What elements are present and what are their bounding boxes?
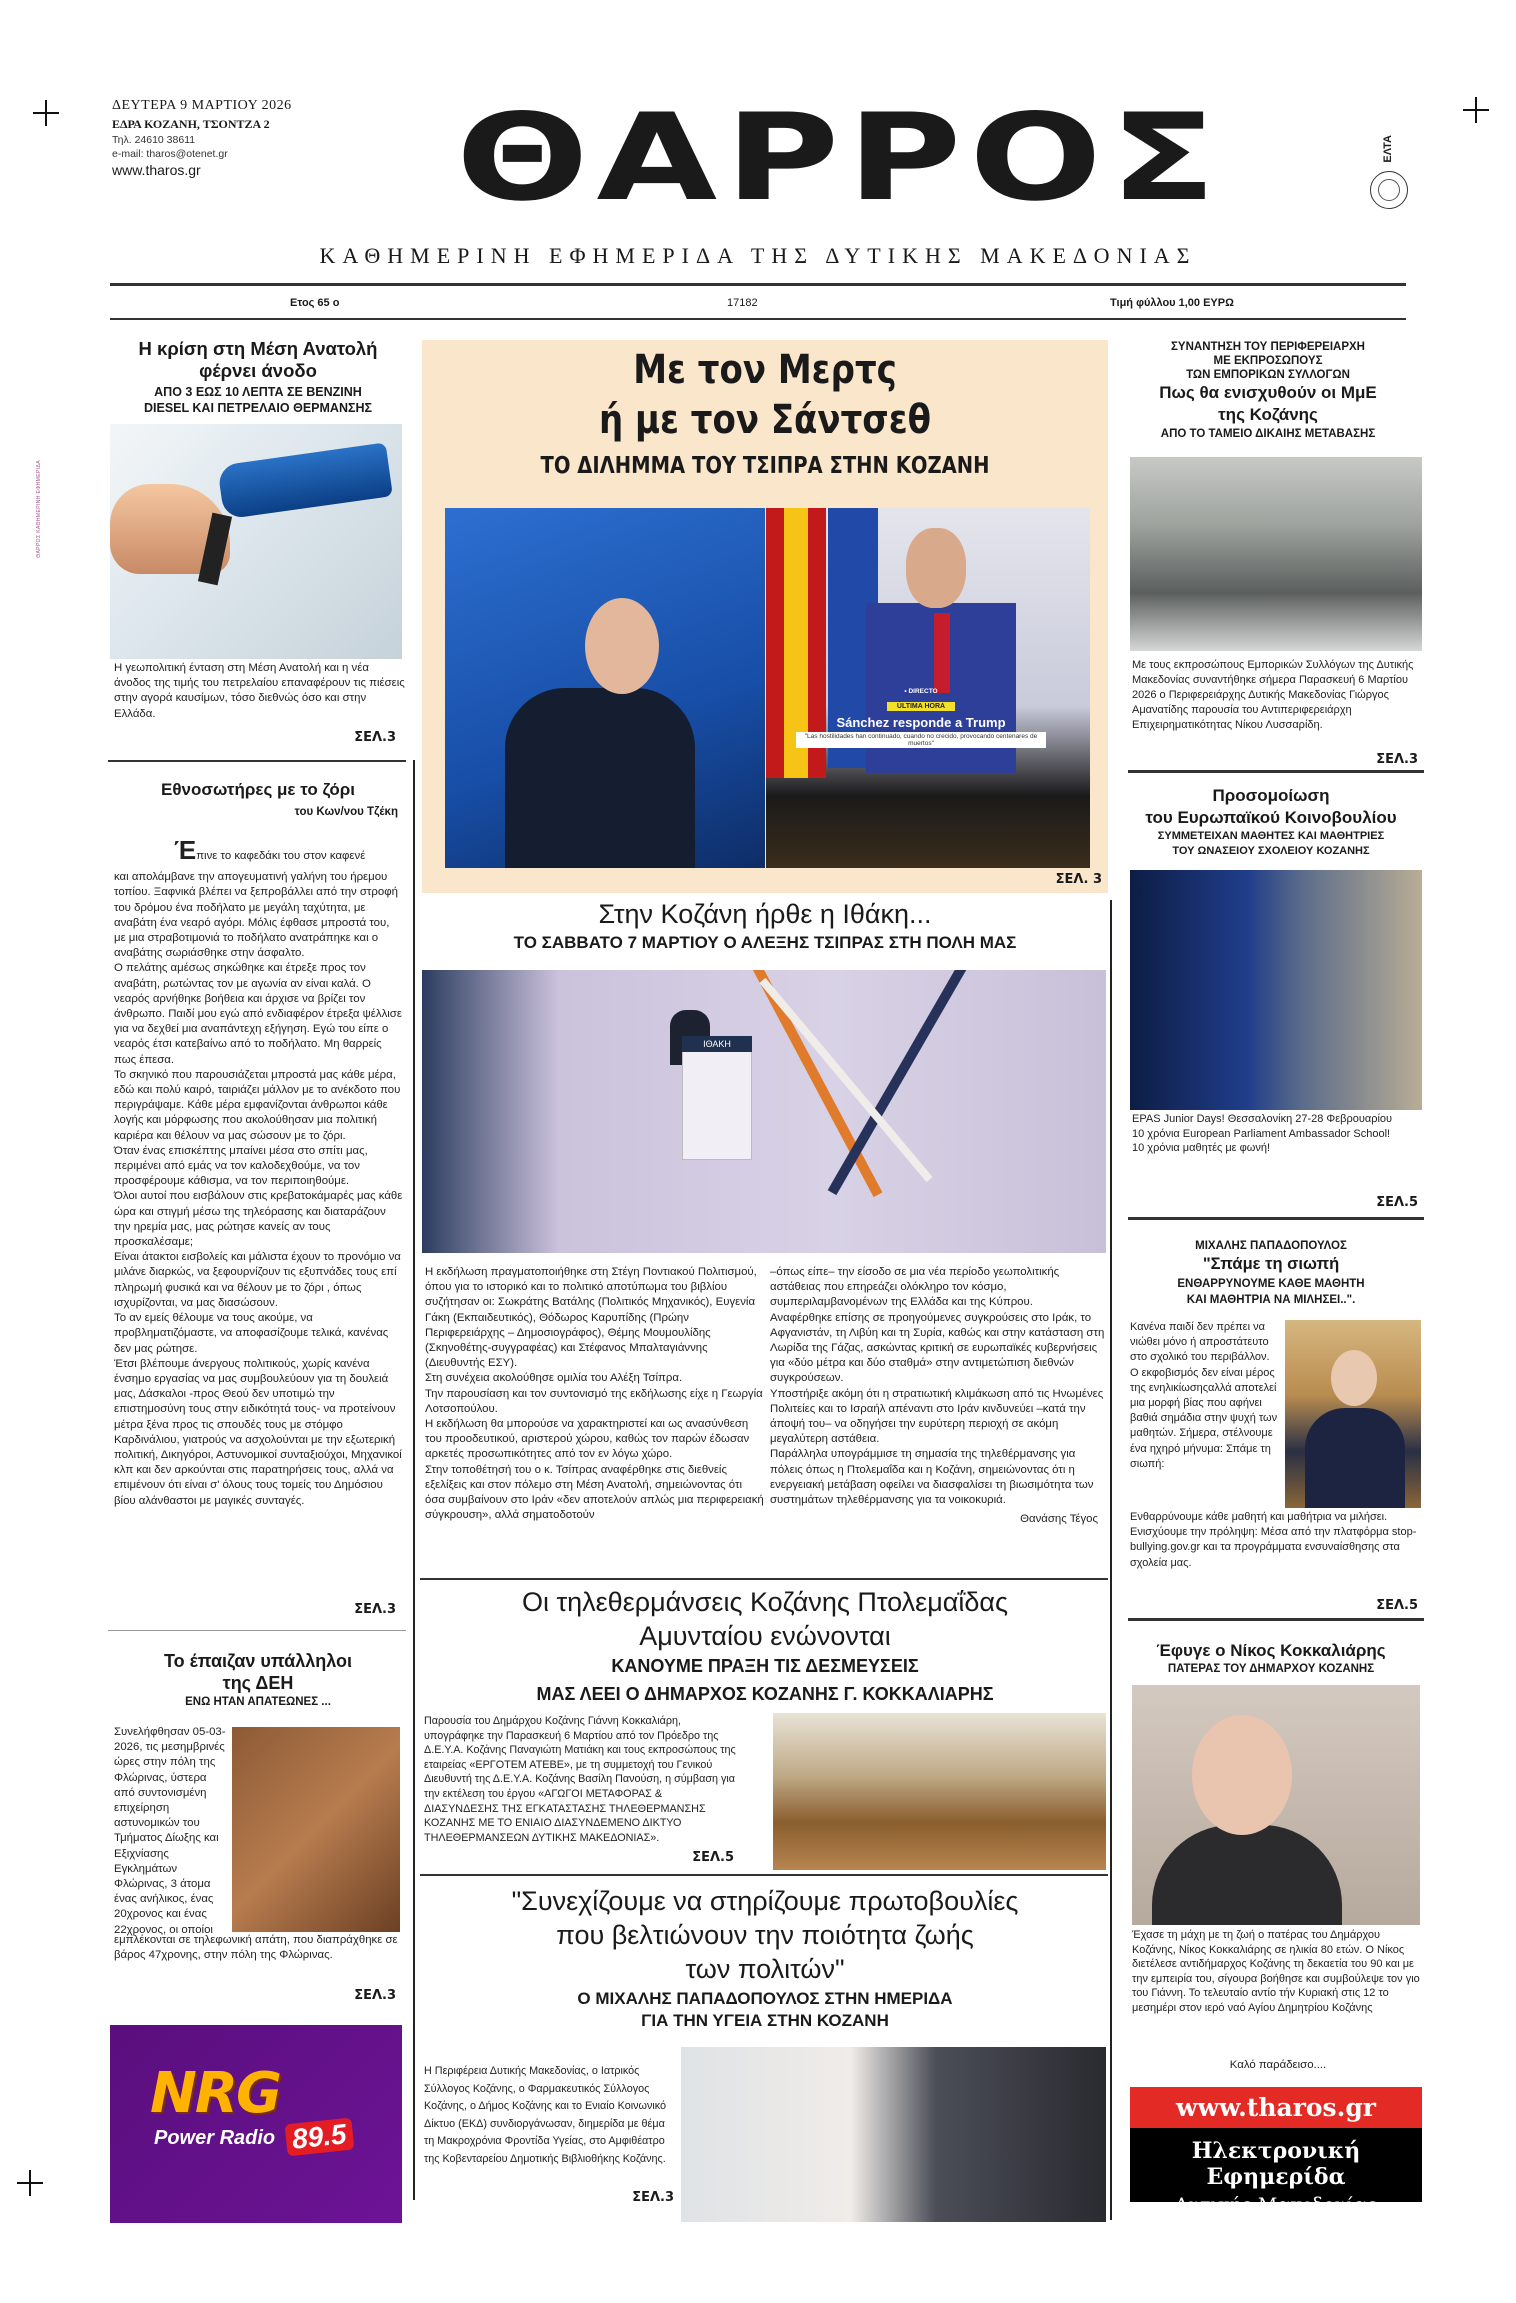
crop-mark-icon [17,2170,43,2196]
page-reference-link[interactable]: ΣΕΛ.3 [354,730,396,745]
drop-cap: Έ [174,835,197,865]
divider [420,1874,1108,1876]
subheadline: ΑΠΟ 3 ΕΩΣ 10 ΛΕΠΤΑ ΣΕ ΒΕΝΖΙΝΗ [154,385,362,399]
kicker: ΣΥΝΑΝΤΗΣΗ ΤΟΥ ΠΕΡΙΦΕΡΕΙΑΡΧΗ [1171,341,1365,353]
page-reference-link[interactable]: ΣΕΛ. 3 [1055,872,1102,887]
subheadline: ΓΙΑ ΤΗΝ ΥΓΕΙΑ ΣΤΗΝ ΚΟΖΑΝΗ [641,2011,889,2030]
divider [110,318,1406,320]
nrg-radio-ad[interactable] [110,2025,402,2223]
column-divider [413,760,415,2200]
divider [1128,770,1424,773]
divider [420,1578,1108,1580]
headline: "Σπάμε τη σιωπή [1202,1255,1340,1273]
issue-bar [110,290,1406,318]
headline: Η κρίση στη Μέση Ανατολή φέρνει άνοδο [138,338,378,381]
headline: Με τον Μερτς [633,347,897,393]
issue-number: 17182 [727,297,758,309]
subheadline: ΠΑΤΕΡΑΣ ΤΟΥ ΔΗΜΑΡΧΟΥ ΚΟΖΑΝΗΣ [1167,1663,1375,1675]
headline: Στην Κοζάνη ήρθε η Ιθάκη... [598,899,932,929]
paragraph: Το σκηνικό που παρουσιάζεται μπροστά μας κάθε μέρα, εδώ και πολύ καιρό, ταιριάζει μάλλον με το ανέκδοτο που περιγράψαμε. Κάθε μέρα εμφανίζονται άνθρωποι κάθε λογής και μόρφωσης που ακολούθησαν μια πολιτική καριέρα και θέλουν να μας σώσουν με το ζόρι. [114,1068,401,1142]
headline: των πολιτών" [685,1954,845,1984]
website-link[interactable]: www.tharos.gr [112,162,201,178]
headline: Εθνοσωτήρες με το ζόρι [161,780,355,799]
headline: που βελτιώνουν την ποιότητα ζωής [556,1920,974,1950]
paragraph: Έτσι βλέπουμε άνεργους πολιτικούς, χωρίς κανένα ένσημο εργασίας να μας συμβουλεύουν για τη δουλειά μας, Δάσκαλοι -προς Θεού δεν υποτιμώ την επιστημοσύνη τους στην ειδικότητά τους- να προτείνουν μέτρα ξένα προς τις σπουδές τους με στόμφο Καρδινάλιου, γιατρούς να ασχολούνται με την εξωτερική πολιτική, Δικηγόροι, Αστυνομικοί συνταξιούχοι, Μηχανικοί κλπ και δεν αρκούνται στις παρατηρήσεις τους, αλλά να επιμένουν ότι είναι σ' όλους τους τομείς του Δημόσιου βίου αλάνθαστοι με μαγικές συνταγές. [114,1357,402,1507]
headline: Οι τηλεθερμάνσεις Κοζάνης Πτολεμαΐδας [521,1587,1009,1617]
article-body: Η Περιφέρεια Δυτικής Μακεδονίας, ο Ιατρικός Σύλλογος Κοζάνης, ο Φαρμακευτικός Σύλλογος Κοζάνης, ο Δήμος Κοζάνης και το Ενιαίο Κοινωνικό Δίκτυο (ΕΚΔ) συνδιοργάνωσαν, διημερίδα με θέμα τη Μακροχρόνια Φροντίδα Υγείας, στο Αμφιθέατρο της Κοβενταρείου Δημοτικής Βιβλιοθήκης Κοζάνης. [424,2065,667,2165]
contract-signing-photo [773,1713,1106,1870]
article-anti-bullying[interactable] [1118,1238,1424,1308]
article-district-heating[interactable] [420,1585,1110,1709]
subheadline: ΤΟ ΣΑΒΒΑΤΟ 7 ΜΑΡΤΙΟΥ Ο ΑΛΕΞΗΣ ΤΣΙΠΡΑΣ ΣΤΗ ΠΟΛΗ ΜΑΣ [513,933,1017,952]
paragraph: Ο πελάτης αμέσως σηκώθηκε και έτρεξε προς τον αναβάτη, ρωτώντας τον με αγωνία αν είναι καλά. Ο νεαρός αρνήθηκε βοήθεια και άρχισε να βρίζει τον άνθρωπο. Παιδί μου εγώ από ενδιαφέρον έτρεξα ψέλλισε για να δεχθεί μια αναπάντεχη εξήγηση. Εγώ του είπε ο νεαρός έτσι κατεβαίνω από το ποδήλατο. Μη θαρρείς πως έπεσα. [114,962,402,1066]
headline: Προσομοίωση [1212,786,1330,805]
papadopoulos-photo [1285,1320,1421,1508]
subheadline: Ο ΜΙΧΑΛΗΣ ΠΑΠΑΔΟΠΟΥΛΟΣ ΣΤΗΝ ΗΜΕΡΙΔΑ [577,1989,953,2008]
kicker: ΜΕ ΕΚΠΡΟΣΩΠΟΥΣ [1213,355,1323,367]
elta-badge [1370,135,1410,235]
subheadline: ΕΝΩ ΗΤΑΝ ΑΠΑΤΕΩΝΕΣ ... [185,1696,331,1708]
page-reference-link[interactable]: ΣΕΛ.5 [692,1850,734,1865]
article-dei-fraud[interactable] [110,1650,406,1708]
paragraph: Όλοι αυτοί που εισβάλουν στις κρεβατοκάμαρές μας κάθε ώρα και στιγμή μέσω της τηλεόρασης και διαταράζουν την ηρεμία μας, μας ρώτησε κανείς αν τους προσκαλέσαμε; [114,1190,403,1249]
article-body: EPAS Junior Days! Θεσσαλονίκη 27-28 Φεβρουαρίου 10 χρόνια European Parliament Ambassador School! 10 χρόνια μαθητές με φωνή! [1132,1113,1393,1155]
headline: "Συνεχίζουμε να στηρίζουμε πρωτοβουλίες [511,1886,1019,1916]
phone: Τηλ. 24610 38611 [112,134,196,146]
subheadline: ΤΟΥ ΩΝΑΣΕΙΟΥ ΣΧΟΛΕΙΟΥ ΚΟΖΑΝΗΣ [1172,845,1370,857]
author: του Κων/νου Τζέκη [294,806,398,818]
nrg-tagline: Power Radio [154,2127,276,2149]
subheadline: ΜΑΣ ΛΕΕΙ Ο ΔΗΜΑΡΧΟΣ ΚΟΖΑΝΗΣ Γ. ΚΟΚΚΑΛΙΑΡΗΣ [536,1684,994,1704]
headline: Το έπαιζαν υπάλληλοι [163,1651,353,1671]
headline: Αμυνταίου ενώνονται [639,1621,891,1651]
nrg-frequency: 89.5 [285,2118,354,2157]
opinion-body [114,835,404,1509]
subheadline: ΤΟ ΔΙΛΗΜΜΑ ΤΟΥ ΤΣΙΠΡΑ ΣΤΗΝ ΚΟΖΑΝΗ [540,453,990,479]
nrg-brand: NRG [150,2061,280,2126]
page-reference-link[interactable]: ΣΕΛ.5 [1376,1195,1418,1210]
lead-story-headline [422,345,1108,483]
farewell: Καλό παράδεισο.... [1229,2059,1327,2071]
subheadline: ΑΠΟ ΤΟ ΤΑΜΕΙΟ ΔΙΚΑΙΗΣ ΜΕΤΑΒΑΣΗΣ [1160,428,1376,440]
merz-photo [445,508,765,868]
kicker: ΤΩΝ ΕΜΠΟΡΙΚΩΝ ΣΥΛΛΟΓΩΝ [1186,369,1350,381]
page-reference-link[interactable]: ΣΕΛ.3 [1376,752,1418,767]
sanchez-tv-photo [766,508,1090,868]
headline: ή με τον Σάντσεθ [598,397,932,443]
byline: Θανάσης Τέγος [1020,1513,1098,1526]
article-body: εμπλέκονται σε τηλεφωνική απάτη, που διαπράχθηκε σε βάρος 47χρονης, στην πόλη της Φλώρινας. [114,1934,398,1962]
divider [108,1630,406,1631]
seized-items-photo [232,1727,400,1932]
issue-date: ΔΕΥΤΕΡΑ 9 ΜΑΡΤΙΟΥ 2026 [112,98,292,113]
divider [110,283,1406,286]
ad-body: Ηλεκτρονική Εφημερίδα Δυτικής Μακεδονίας [1130,2128,1422,2202]
newspaper-logo: ΘΑΡΡΟΣ [455,89,1224,228]
article-opinion[interactable] [110,780,406,818]
ad-url: www.tharos.gr [1130,2087,1422,2128]
paragraph: και απολάμβανε την απογευματινή γαλήνη του ήρεμου τοπίου. Ξαφνικά βλέπει να ξεπροβάλλει από την στροφή του δρόμου ένα ποδήλατο με μεγάλη ταχύτητα, με αναβάτη ένα νεαρό αγόρι. Μόλις έφθασε μπροστά του, με μια στραβοτιμονιά το ποδήλατο ανατράπηκε και ο αναβάτης σωριάσθηκε στην άσφαλτο. [114,871,398,960]
article-body-col2: –όπως είπε– την είσοδο σε μια νέα περίοδο γεωπολιτικής αστάθειας που επηρεάζει ολόκληρο τον κόσμο, συμπεριλαμβανομένων της Ελλάδα και της Κύπρου. Αναφέρθηκε επίσης σε προηγούμενες συγκρούσεις στο Ιράκ, το Αφγανιστάν, τη Λιβύη και τη Συρία, καθώς και στην κατάσταση στη Λωρίδα της Γάζας, ασκώντας κριτική σε ευρωπαϊκές κυβερνήσεις για «δύο μέτρα και δύο σταθμά» στην αντιμετώπιση διεθνών συγκρούσεων. Υποστήριξε ακόμη ότι η στρατιωτική κλιμάκωση από τις Ηνωμένες Πολιτείες και το Ισραήλ απέναντι στο Ιράν κινδυνεύει –κατά την άποψή του– να οδηγήσει την ευρύτερη περιοχή σε ακόμη μεγαλύτερη αστάθεια. Παράλληλα υπογράμμισε τη σημασία της τηλεθέρμανσης για πόλεις όπως η Πτολεμαΐδα και η Κοζάνη, σημειώνοντας ότι η ενεργειακή μετάβαση οφείλει να διασφαλίσει τη βιωσιμότητα των συστημάτων τηλεθέρμανσης για τα νοικοκυριά. Θανάσης Τέγος [770,1265,1108,1527]
crop-mark-icon [33,100,59,126]
tsipras-event-photo: ΙΘΑΚΗ [422,970,1106,1253]
side-print-text: ΘΑΡΡΟΣ ΚΑΘΗΜΕΡΙΝΗ ΕΦΗΜΕΡΙΔΑ [36,460,42,558]
subheadline: ΚΑΙ ΜΑΘΗΤΡΙΑ ΝΑ ΜΙΛΗΣΕΙ..". [1186,1294,1356,1306]
kokkaliaris-portrait [1132,1685,1420,1925]
year-label: Ετος 65 ο [290,297,340,309]
article-body: Συνελήφθησαν 05-03-2026, τις μεσημβρινές ώρες στην πόλη της Φλώρινας, ύστερα από συντονισμένη επιχείρηση αστυνομικών του Τμήματος Δίωξης και Εξιχνίασης Εγκλημάτων Φλώρινας, 3 άτομα ένας ανήλικος, ένας 20χρονος και ένας 22χρονος, οι οποίοι [114,1726,226,1936]
page-reference-link[interactable]: ΣΕΛ.3 [354,1988,396,2003]
fuel-nozzle-photo [110,424,402,659]
article-obituary[interactable] [1118,1640,1424,1677]
headline: του Ευρωπαϊκού Κοινοβουλίου [1145,808,1397,827]
subheadline: ΣΥΜΜΕΤΕΙΧΑΝ ΜΑΘΗΤΕΣ ΚΑΙ ΜΑΘΗΤΡΙΕΣ [1157,830,1385,842]
headline: της Κοζάνης [1218,405,1318,424]
paragraph: Όταν ένας επισκέπτης μπαίνει μέσα στο σπίτι μας, περιμένει από εμάς να τον καλοδεχθούμε, να τον προσφέρουμε κάθισμα, να τον περιποιηθούμε. [114,1144,368,1188]
headline: της ΔΕΗ [222,1673,294,1693]
article-body: Με τους εκπροσώπους Εμπορικών Συλλόγων της Δυτικής Μακεδονίας συναντήθηκε σήμερα Παρασκευή 6 Μαρτίου 2026 ο Περιφερειάρχης Δυτικής Μακεδονίας Γιώργος Αμανατίδης παρουσία του Αντιπεριφερειάρχη Επιχειρηματικότητας Νίκου Λυσσαρίδη. [1132,659,1414,731]
crop-mark-icon [1463,97,1489,123]
article-health-conference[interactable] [420,1884,1110,2032]
article-body: Παρουσία του Δημάρχου Κοζάνης Γιάννη Κοκκαλιάρη, υπογράφηκε την Παρασκευή 6 Μαρτίου από τον Πρόεδρο της Δ.Ε.Υ.Α. Κοζάνης Παναγιώτη Ματιάκη και τους εκπροσώπους της εταιρείας «ΕΡΓΟΤΕΜ ΑΤΕΒΕ», με τη συμμετοχή του Γενικού Διευθυντή της Δ.Ε.Υ.Α. Κοζάνης Βασίλη Πανούση, η σύμβαση για την εκτέλεση του έργου «ΑΓΩΓΟΙ ΜΕΤΑΦΟΡΑΣ & ΔΙΑΣΥΝΔΕΣΗΣ ΤΗΣ ΕΓΚΑΤΑΣΤΑΣΗΣ ΤΗΛΕΘΕΡΜΑΝΣΗΣ ΚΟΖΑΝΗΣ ΜΕ ΤΟ ΕΝΙΑΙΟ ΔΙΑΣΥΝΔΕΜΕΝΟ ΔΙΚΤΥΟ ΤΗΛΕΘΕΡΜΑΝΣΕΩΝ ΔΥΤΙΚΗΣ ΜΑΚΕΔΟΝΙΑΣ». [424,1715,736,1844]
article-body: Ενθαρρύνουμε κάθε μαθητή και μαθήτρια να μιλήσει. Ενισχύουμε την πρόληψη: Μέσα από την πλατφόρμα stop-bullying.gov.gr και τα προγράμματα ενσυναίσθησης στα σχολεία μας. [1130,1511,1417,1569]
email: e-mail: tharos@otenet.gr [112,148,228,160]
tharos-website-ad[interactable] [1130,2087,1422,2216]
column-divider [1110,900,1112,2220]
regional-meeting-photo [1130,457,1422,651]
article-body-col1: Η εκδήλωση πραγματοποιήθηκε στη Στέγη Ποντιακού Πολιτισμού, όπου για το ιστορικό και το πολιτικό αποτύπωμα του βιβλίου συζήτησαν οι: Σωκράτης Βατάλης (Πολιτικός Μηχανικός), Ευγενία Γάκη (Εκπαιδευτικός), Θόδωρος Καρυπίδης (Πρώην Περιφερειάρχης – Δημοσιογράφος), Θέμης Μουμουλίδης (Σκηνοθέτης-συγγραφέας) και Στέφανος Μπαλταγιάννης (Διευθυντής ΕΣΥ). Στη συνέχεια ακολούθησε ομιλία του Αλέξη Τσίπρα. Την παρουσίαση και τον συντονισμό της εκδήλωσης είχε η Γεωργία Λοτσοπούλου. Η εκδήλωση θα μπορούσε να χαρακτηριστεί και ως ανασύνθεση του προοδευτικού, αριστερού χώρου, καθώς τον παρών έδωσαν αρκετές προσωπικότητες από τον εν λόγω χώρο. Στην τοποθέτησή του ο κ. Τσίπρας αναφέρθηκε στις διεθνείς εξελίξεις και στον πόλεμο στη Μέση Ανατολή, σημειώνοντας ότι όσα συμβαίνουν στο Ιράν «δεν αποτελούν απλώς μια περιφερειακή σύγκρουση», αλλά σηματοδοτούν [425,1266,764,1522]
tagline: ΚΑΘΗΜΕΡΙΝΗ ΕΦΗΜΕΡΙΔΑ ΤΗΣ ΔΥΤΙΚΗΣ ΜΑΚΕΔΟΝΙΑΣ [319,243,1197,268]
health-conference-photo [681,2047,1106,2222]
students-photo [1130,870,1422,1110]
divider [1128,1217,1424,1220]
divider [108,760,406,762]
elta-logo-icon: ΕΛΤΑ [1382,135,1394,163]
page-reference-link[interactable]: ΣΕΛ.5 [1376,1598,1418,1613]
article-euro-parliament[interactable] [1118,785,1424,859]
paragraph: Είναι άτακτοι εισβολείς και μάλιστα έχουν το προνόμιο να μιλάνε διαρκώς, να ξεφουρνίζουν τις εξυπνάδες τους επί πληρωμή φυσικά και να θέλουν με το ζόρι , όπως ισχυρίζονται, να μας διασώσουν. [114,1251,401,1309]
article-fuel-prices[interactable] [110,338,406,416]
subheadline: ΚΑΝΟΥΜΕ ΠΡΑΞΗ ΤΙΣ ΔΕΣΜΕΥΣΕΙΣ [611,1656,919,1676]
paragraph: Το αν εμείς θέλουμε να τους ακούμε, να προβληματιζόμαστε, να αποφασίζουμε τελικά, κανένας δεν μας ρώτησε. [114,1312,389,1355]
article-body: Έχασε τη μάχη με τη ζωή ο πατέρας του Δημάρχου Κοζάνης, Νίκος Κοκκαλιάρης σε ηλικία 80 ετών. Ο Νίκος διετέλεσε αντιδήμαρχος Κοζάνης τη δεκαετία του 90 και με την εμπειρία του, σίγουρα βοήθησε και συμβούλεψε τον γιο του Γιάννη. Το τελευταίο αντίο τήν Κυριακή στις 12 το μεσημέρι στον ιερό ναό Αγίου Δημητρίου Κοζάνης [1132,1929,1420,2014]
article-smes-meeting[interactable] [1118,340,1418,442]
divider [1128,1618,1424,1621]
page-reference-link[interactable]: ΣΕΛ.3 [354,1602,396,1617]
office-address: ΕΔΡΑ ΚΟΖΑΝΗ, ΤΣΟΝΤΖΑ 2 [112,117,270,131]
price: Τιμή φύλλου 1,00 ΕΥΡΩ [1110,297,1234,309]
first-line: πινε το καφεδάκι του στον καφενέ [196,850,366,862]
kicker: ΜΙΧΑΛΗΣ ΠΑΠΑΔΟΠΟΥΛΟΣ [1195,1240,1347,1252]
article-body: Κανένα παιδί δεν πρέπει να νιώθει μόνο ή απροστάτευτο στο σχολικό του περιβάλλον. Ο εκφοβισμός δεν είναι μέρος της ενηλικίωσηςαλλά αποτελεί μια μορφή βίας που αφήνει βαθιά σημάδια στην ψυχή των μαθητών. Σήμερα, στέλνουμε ένα ηχηρό μήνυμα: Σπάμε τη σιωπή: [1130,1321,1278,1470]
article-ithaki[interactable] [420,898,1110,954]
headline: Πως θα ενισχυθούν οι ΜμΕ [1159,383,1377,402]
tv-ticker: • DIRECTO ÚLTIMA HORA Sánchez responde a Trump "Las hostilidades han continuado, cuando no crecido, provocando centenares de muertos" [796,688,1046,748]
postage-stamp-icon [1370,171,1408,209]
article-body: Η γεωπολιτική ένταση στη Μέση Ανατολή και η νέα άνοδος της τιμής του πετρελαίου επαναφέρουν τις πιέσεις στην αγορά καυσίμων, τόσο διεθνώς όσο και στην Ελλάδα. [114,662,405,720]
page-reference-link[interactable]: ΣΕΛ.3 [632,2190,674,2205]
headline: Έφυγε ο Νίκος Κοκκαλιάρης [1156,1641,1386,1660]
subheadline: ΕΝΘΑΡΡΥΝΟΥΜΕ ΚΑΘΕ ΜΑΘΗΤΗ [1177,1278,1365,1290]
subheadline: DIESEL ΚΑΙ ΠΕΤΡΕΛΑΙΟ ΘΕΡΜΑΝΣΗΣ [144,401,372,415]
